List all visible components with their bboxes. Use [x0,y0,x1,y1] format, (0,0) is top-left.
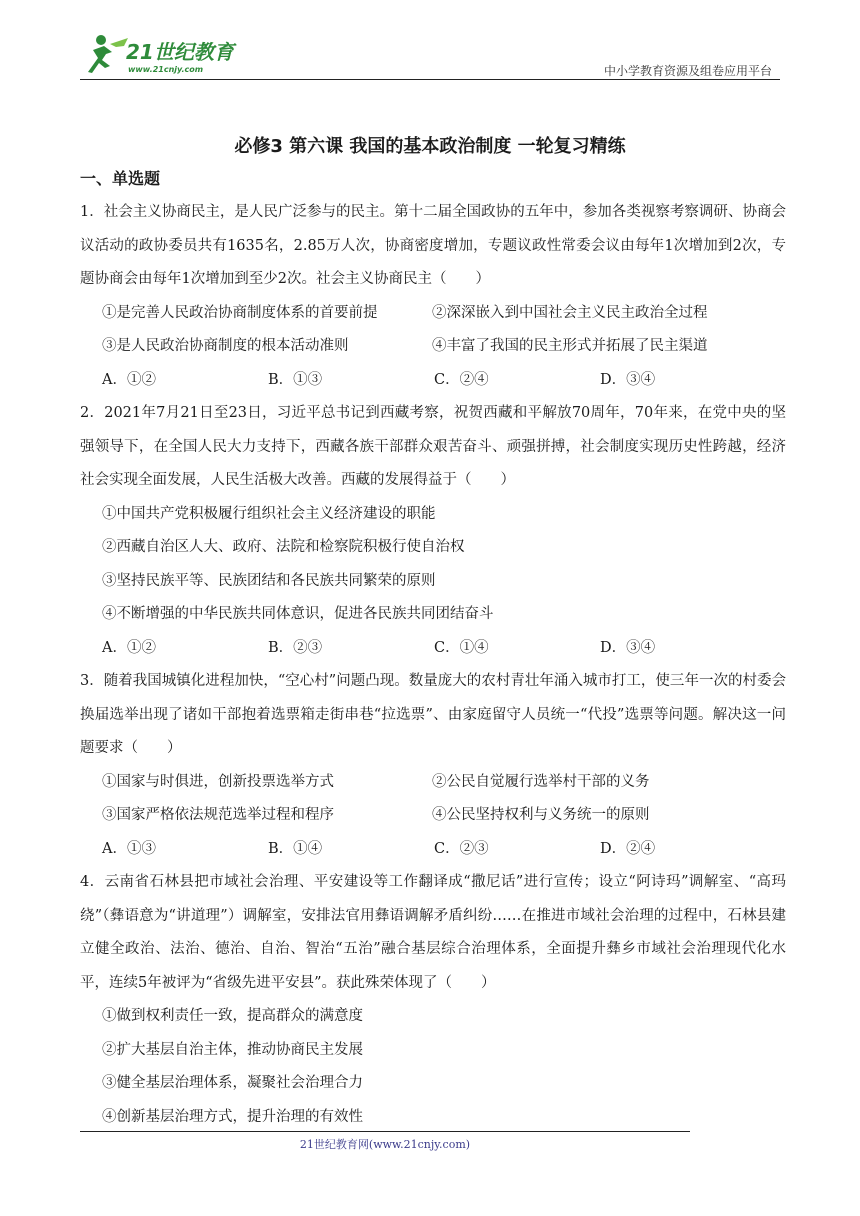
question-stem: 1．社会主义协商民主，是人民广泛参与的民主。第十二届全国政协的五年中，参加各类视察考察调研、协商会议活动的政协委员共有1635名，2.85万人次，协商密度增加，专题议政性常委会议由每年1次增加到2次，专题协商会由每年1次增加到至少2次。社会主义协商民主（ ） [80,204,786,287]
option-item: ④创新基层治理方式，提升治理的有效性 [102,1108,363,1125]
page-header [80,28,780,80]
answer-choice-a[interactable]: A．①② [102,371,156,388]
question-4 [80,866,786,1134]
option-item: ②西藏自治区人大、政府、法院和检察院积极行使自治权 [102,539,465,555]
platform-tagline: 中小学教育资源及组卷应用平台 [603,64,772,78]
answer-choice-d[interactable]: D．③④ [600,371,656,388]
answer-choice-b[interactable]: B．①③ [268,371,323,388]
page-title: 必修3 第六课 我国的基本政治制度 一轮复习精练 [234,136,626,157]
option-item: ③健全基层治理体系，凝聚社会治理合力 [102,1075,363,1091]
logo-url: www.21cnjy.com [128,65,204,74]
answer-row [80,833,786,867]
option-item: ④不断增强的中华民族共同体意识，促进各民族共同团结奋斗 [102,606,494,622]
logo-text: 21世纪教育 [126,40,234,64]
option-item: ①中国共产党积极履行组织社会主义经济建设的职能 [102,505,436,522]
option-row [80,799,786,833]
option-item: ④公民坚持权利与义务统一的原则 [432,807,650,823]
answer-choice-d[interactable]: D．③④ [600,639,656,656]
option-item: ②公民自觉履行选举村干部的义务 [432,773,650,790]
question-2 [80,397,786,665]
question-stem: 3．随着我国城镇化进程加快，“空心村”问题凸现。数量庞大的农村青壮年涌入城市打工，使三年一次的村委会换届选举出现了诸如干部抱着选票箱走街串巷“拉选票”、由家庭留守人员统一“代投”选票等问题。解决这一问题要求（ ） [80,673,786,756]
option-item: ④丰富了我国的民主形式并拓展了民主渠道 [432,338,708,354]
answer-choice-a[interactable]: A．①② [102,639,156,656]
answer-choice-b[interactable]: B．②③ [268,639,323,656]
option-item: ③坚持民族平等、民族团结和各民族共同繁荣的原则 [102,572,436,589]
answer-choice-d[interactable]: D．②④ [600,840,656,857]
option-item: ②扩大基层自治主体，推动协商民主发展 [102,1041,363,1058]
question-stem: 4．云南省石林县把市域社会治理、平安建设等工作翻译成“撒尼话”进行宣传；设立“阿诗玛”调解室、“高玛绕”（彝语意为“讲道理”）调解室，安排法官用彝语调解矛盾纠纷……在推进市域社会治理的过程中，石林县建立健全政治、法治、德治、自治、智治“五治”融合基层综合治理体系，全面提升彝乡市域社会治理现代化水平，连续5年被评为“省级先进平安县”。获此殊荣体现了（ ） [80,874,786,991]
section-heading: 一、单选题 [80,169,161,188]
question-3 [80,665,786,866]
option-row [80,766,786,800]
footer-divider [80,1131,690,1132]
option-item: ①国家与时俱进，创新投票选举方式 [102,773,334,790]
site-logo[interactable] [80,32,250,76]
header-divider [80,79,780,80]
option-item: ③国家严格依法规范选举过程和程序 [102,807,334,823]
question-stem: 2．2021年7月21日至23日，习近平总书记到西藏考察，祝贺西藏和平解放70周年，70年来，在党中央的坚强领导下，在全国人民大力支持下，西藏各族干部群众艰苦奋斗、顽强拼搏，社会制度实现历史性跨越，经济社会实现全面发展，人民生活极大改善。西藏的发展得益于（ ） [80,405,786,488]
answer-row [80,364,786,398]
answer-row [80,632,786,666]
answer-choice-a[interactable]: A．①③ [102,840,156,857]
footer-source[interactable]: 21世纪教育网(www.21cnjy.com) [299,1138,471,1151]
answer-choice-c[interactable]: C．②④ [434,371,489,388]
option-item: ①是完善人民政治协商制度体系的首要前提 [102,304,378,321]
question-1 [80,196,786,397]
option-item: ③是人民政治协商制度的根本活动准则 [102,338,349,354]
answer-choice-c[interactable]: C．①④ [434,639,489,656]
option-row [80,330,786,364]
runner-icon [80,32,250,76]
question-list [80,196,786,1134]
option-item: ①做到权利责任一致，提高群众的满意度 [102,1008,363,1024]
option-item: ②深深嵌入到中国社会主义民主政治全过程 [432,304,708,321]
answer-choice-c[interactable]: C．②③ [434,840,489,857]
option-row [80,297,786,331]
answer-choice-b[interactable]: B．①④ [268,840,323,857]
